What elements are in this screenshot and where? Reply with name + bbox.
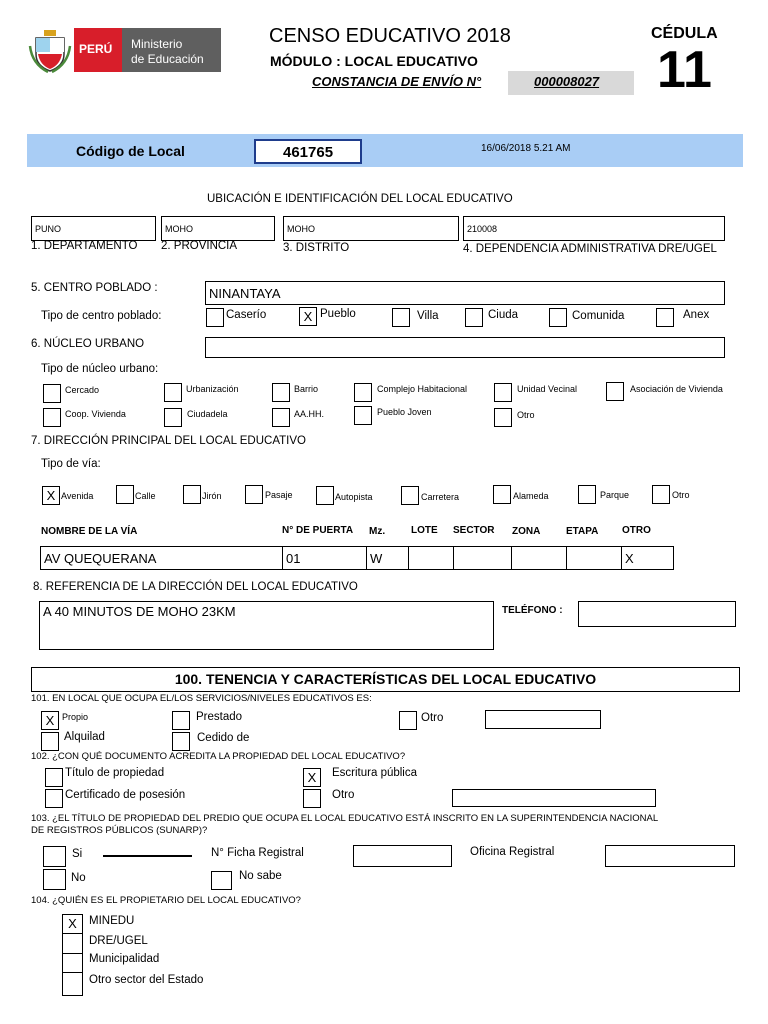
- jiron-checkbox[interactable]: [183, 485, 201, 504]
- si-underline: [103, 855, 192, 857]
- zona-field[interactable]: [511, 546, 567, 570]
- villa-checkbox[interactable]: [392, 308, 410, 327]
- distrito-label: 3. DISTRITO: [283, 242, 350, 254]
- numero-puerta-field[interactable]: [282, 546, 367, 570]
- barrio-checkbox[interactable]: [272, 383, 290, 402]
- comunidad-checkbox[interactable]: [549, 308, 567, 327]
- constancia-label: CONSTANCIA DE ENVÍO N°: [312, 74, 482, 89]
- departamento-label: 1. DEPARTAMENTO: [31, 240, 138, 252]
- barrio-label: Barrio: [294, 384, 319, 394]
- pasaje-checkbox[interactable]: [245, 485, 263, 504]
- centro-poblado-label: 5. CENTRO POBLADO :: [31, 282, 158, 294]
- municipalidad-label: Municipalidad: [89, 953, 160, 965]
- centro-poblado-field[interactable]: [205, 281, 725, 305]
- referencia-value: A 40 MINUTOS DE MOHO 23KM: [43, 604, 236, 619]
- ficha-registral-label: N° Ficha Registral: [211, 847, 304, 859]
- section-100-title: 100. TENENCIA Y CARACTERÍSTICAS DEL LOCAL EDUCATIVO: [174, 671, 597, 687]
- alquilado-label: Alquilad: [64, 731, 105, 743]
- constancia-number: 000008027: [534, 74, 600, 89]
- cedido-checkbox[interactable]: [172, 732, 190, 751]
- nucleo-otro-checkbox[interactable]: [494, 408, 512, 427]
- carretera-label: Carretera: [421, 492, 460, 502]
- provincia-value: MOHO: [165, 224, 193, 234]
- ciudad-label: Ciuda: [488, 309, 519, 321]
- ciudadela-label: Ciudadela: [187, 409, 228, 419]
- section-100-header: [31, 667, 740, 692]
- pueblo-joven-checkbox[interactable]: [354, 406, 372, 425]
- no-label: No: [71, 872, 86, 884]
- codigo-label: Código de Local: [76, 143, 185, 159]
- otro-sector-checkbox[interactable]: [62, 972, 83, 996]
- q101-otro-field[interactable]: [485, 710, 601, 729]
- header-etapa: ETAPA: [566, 526, 599, 537]
- pasaje-label: Pasaje: [265, 490, 293, 500]
- departamento-value: PUNO: [35, 224, 62, 234]
- peru-logo: [74, 28, 122, 72]
- mz-value: W: [370, 551, 383, 566]
- page-title: CENSO EDUCATIVO 2018: [269, 25, 511, 47]
- nucleo-otro-label: Otro: [517, 410, 535, 420]
- ministry-line-2: de Educación: [131, 52, 204, 66]
- titulo-propiedad-checkbox[interactable]: [45, 768, 63, 787]
- distrito-value: MOHO: [287, 224, 315, 234]
- pueblo-joven-label: Pueblo Joven: [377, 407, 432, 417]
- propio-checkbox[interactable]: X: [41, 711, 59, 730]
- si-checkbox[interactable]: [43, 846, 66, 867]
- aahh-label: AA.HH.: [294, 409, 325, 419]
- otro-direccion-value: X: [625, 551, 634, 566]
- header-zona: ZONA: [512, 526, 541, 537]
- q101-otro-checkbox[interactable]: [399, 711, 417, 730]
- anexo-label: Anex: [683, 309, 710, 321]
- provincia-field[interactable]: [161, 216, 275, 241]
- minedu-checkbox[interactable]: X: [62, 914, 83, 934]
- departamento-field[interactable]: [31, 216, 156, 241]
- q102-otro-field[interactable]: [452, 789, 656, 807]
- coop-vivienda-label: Coop. Vivienda: [65, 409, 126, 419]
- dre-ugel-label: DRE/UGEL: [89, 935, 148, 947]
- complejo-habitacional-label: Complejo Habitacional: [377, 384, 468, 394]
- aahh-checkbox[interactable]: [272, 408, 290, 427]
- ministry-line-1: Ministerio: [131, 37, 183, 51]
- dependencia-field[interactable]: [463, 216, 725, 241]
- codigo-timestamp: 16/06/2018 5.21 AM: [481, 143, 571, 154]
- codigo-bar: [27, 134, 743, 167]
- caserio-checkbox[interactable]: [206, 308, 224, 327]
- mz-field[interactable]: [366, 546, 409, 570]
- pueblo-checkbox[interactable]: X: [299, 307, 317, 326]
- oficina-registral-field[interactable]: [605, 845, 735, 867]
- urbanizacion-label: Urbanización: [186, 384, 239, 394]
- coat-of-arms-icon: [28, 28, 72, 74]
- no-sabe-label: No sabe: [239, 870, 282, 882]
- calle-label: Calle: [135, 491, 156, 501]
- q102-label: 102. ¿CON QUÉ DOCUMENTO ACREDITA LA PROPIEDAD DEL LOCAL EDUCATIVO?: [31, 751, 406, 762]
- header-numero-puerta: N° DE PUERTA: [282, 525, 354, 536]
- header-sector: SECTOR: [453, 525, 495, 536]
- cedula-number: 11: [657, 41, 712, 99]
- tipo-via-label: Tipo de vía:: [41, 458, 101, 470]
- autopista-label: Autopista: [335, 492, 373, 502]
- cercado-label: Cercado: [65, 385, 100, 395]
- centro-poblado-value: NINANTAYA: [209, 286, 281, 301]
- unidad-vecinal-checkbox[interactable]: [494, 383, 512, 402]
- comunidad-label: Comunida: [572, 310, 625, 322]
- calle-checkbox[interactable]: [116, 485, 134, 504]
- coop-vivienda-checkbox[interactable]: [43, 408, 61, 427]
- alameda-label: Alameda: [513, 491, 549, 501]
- constancia-number-box: [508, 71, 634, 95]
- etapa-field[interactable]: [566, 546, 622, 570]
- ubicacion-title: UBICACIÓN E IDENTIFICACIÓN DEL LOCAL EDUCATIVO: [207, 193, 513, 205]
- header-mz: Mz.: [369, 526, 386, 537]
- cedula-label: CÉDULA: [651, 25, 718, 42]
- si-label: Si: [72, 848, 83, 860]
- nucleo-urbano-field[interactable]: [205, 337, 725, 358]
- q101-label: 101. EN LOCAL QUE OCUPA EL/LOS SERVICIOS/NIVELES EDUCATIVOS ES:: [31, 693, 372, 704]
- header-otro: OTRO: [622, 525, 651, 536]
- dependencia-value: 210008: [467, 224, 498, 234]
- numero-puerta-value: 01: [286, 551, 301, 566]
- q104-label: 104. ¿QUIÉN ES EL PROPIETARIO DEL LOCAL EDUCATIVO?: [31, 895, 301, 906]
- alameda-checkbox[interactable]: [493, 485, 511, 504]
- codigo-value: 461765: [283, 144, 334, 161]
- header-lote: LOTE: [411, 525, 438, 536]
- via-otro-checkbox[interactable]: [652, 485, 670, 504]
- certificado-posesion-label: Certificado de posesión: [65, 789, 186, 801]
- parque-checkbox[interactable]: [578, 485, 596, 504]
- otro-sector-label: Otro sector del Estado: [89, 974, 204, 986]
- titulo-propiedad-label: Título de propiedad: [65, 767, 165, 779]
- jiron-label: Jirón: [202, 491, 222, 501]
- q101-otro-label: Otro: [421, 712, 444, 724]
- asociacion-vivienda-checkbox[interactable]: [606, 382, 624, 401]
- codigo-value-box: [254, 139, 362, 164]
- ficha-registral-field[interactable]: [353, 845, 452, 867]
- autopista-checkbox[interactable]: [316, 486, 334, 505]
- unidad-vecinal-label: Unidad Vecinal: [517, 384, 578, 394]
- via-otro-label: Otro: [672, 490, 690, 500]
- anexo-checkbox[interactable]: [656, 308, 674, 327]
- no-sabe-checkbox[interactable]: [211, 871, 232, 890]
- complejo-habitacional-checkbox[interactable]: [354, 383, 372, 402]
- alquilado-checkbox[interactable]: [41, 732, 59, 751]
- nombre-via-value: AV QUEQUERANA: [44, 551, 157, 566]
- q103-label-line-2: DE REGISTROS PÚBLICOS (SUNARP)?: [31, 825, 208, 836]
- no-checkbox[interactable]: [43, 869, 66, 890]
- header-nombre-via: NOMBRE DE LA VÍA: [41, 526, 138, 537]
- nucleo-urbano-label: 6. NÚCLEO URBANO: [31, 338, 145, 350]
- tipo-centro-poblado-label: Tipo de centro poblado:: [41, 310, 162, 322]
- lote-field[interactable]: [408, 546, 454, 570]
- urbanizacion-checkbox[interactable]: [164, 383, 182, 402]
- carretera-checkbox[interactable]: [401, 486, 419, 505]
- ciudad-checkbox[interactable]: [465, 308, 483, 327]
- escritura-publica-checkbox[interactable]: X: [303, 768, 321, 787]
- parque-label: Parque: [600, 490, 630, 500]
- dependencia-label: 4. DEPENDENCIA ADMINISTRATIVA DRE/UGEL: [463, 243, 717, 255]
- prestado-checkbox[interactable]: [172, 711, 190, 730]
- pueblo-label: Pueblo: [320, 308, 356, 320]
- cercado-checkbox[interactable]: [43, 384, 61, 403]
- municipalidad-checkbox[interactable]: [62, 953, 83, 974]
- q102-otro-label: Otro: [332, 789, 355, 801]
- q102-otro-checkbox[interactable]: [303, 789, 321, 808]
- logo-country: PERÚ: [79, 42, 113, 56]
- referencia-field[interactable]: [39, 601, 494, 650]
- minedu-label: MINEDU: [89, 915, 135, 927]
- distrito-field[interactable]: [283, 216, 459, 241]
- caserio-label: Caserío: [226, 309, 267, 321]
- telefono-label: TELÉFONO :: [502, 605, 563, 616]
- certificado-posesion-checkbox[interactable]: [45, 789, 63, 808]
- module-title: MÓDULO : LOCAL EDUCATIVO: [270, 53, 478, 69]
- sector-field[interactable]: [453, 546, 512, 570]
- referencia-label: 8. REFERENCIA DE LA DIRECCIÓN DEL LOCAL EDUCATIVO: [33, 581, 358, 593]
- q103-label-line-1: 103. ¿EL TÍTULO DE PROPIEDAD DEL PREDIO QUE OCUPA EL LOCAL EDUCATIVO ESTÁ INSCRITO EN LA SUPERINTENDENCIA NACIONAL: [31, 813, 659, 824]
- otro-direccion-field[interactable]: [621, 546, 674, 570]
- propio-label: Propio: [62, 712, 89, 722]
- villa-label: Villa: [417, 310, 439, 322]
- avenida-label: Avenida: [61, 491, 94, 501]
- ciudadela-checkbox[interactable]: [164, 408, 182, 427]
- tipo-nucleo-urbano-label: Tipo de núcleo urbano:: [41, 363, 159, 375]
- asociacion-vivienda-label: Asociación de Vivienda: [630, 384, 723, 394]
- cedido-label: Cedido de: [197, 732, 250, 744]
- escritura-publica-label: Escritura pública: [332, 767, 418, 779]
- avenida-checkbox[interactable]: X: [42, 486, 60, 505]
- ministry-logo: [122, 28, 221, 72]
- provincia-label: 2. PROVINCIA: [161, 240, 238, 252]
- oficina-registral-label: Oficina Registral: [470, 846, 555, 858]
- direccion-label: 7. DIRECCIÓN PRINCIPAL DEL LOCAL EDUCATIVO: [31, 435, 306, 447]
- telefono-field[interactable]: [578, 601, 736, 627]
- nombre-via-field[interactable]: [40, 546, 283, 570]
- prestado-label: Prestado: [196, 711, 243, 723]
- dre-ugel-checkbox[interactable]: [62, 933, 83, 954]
